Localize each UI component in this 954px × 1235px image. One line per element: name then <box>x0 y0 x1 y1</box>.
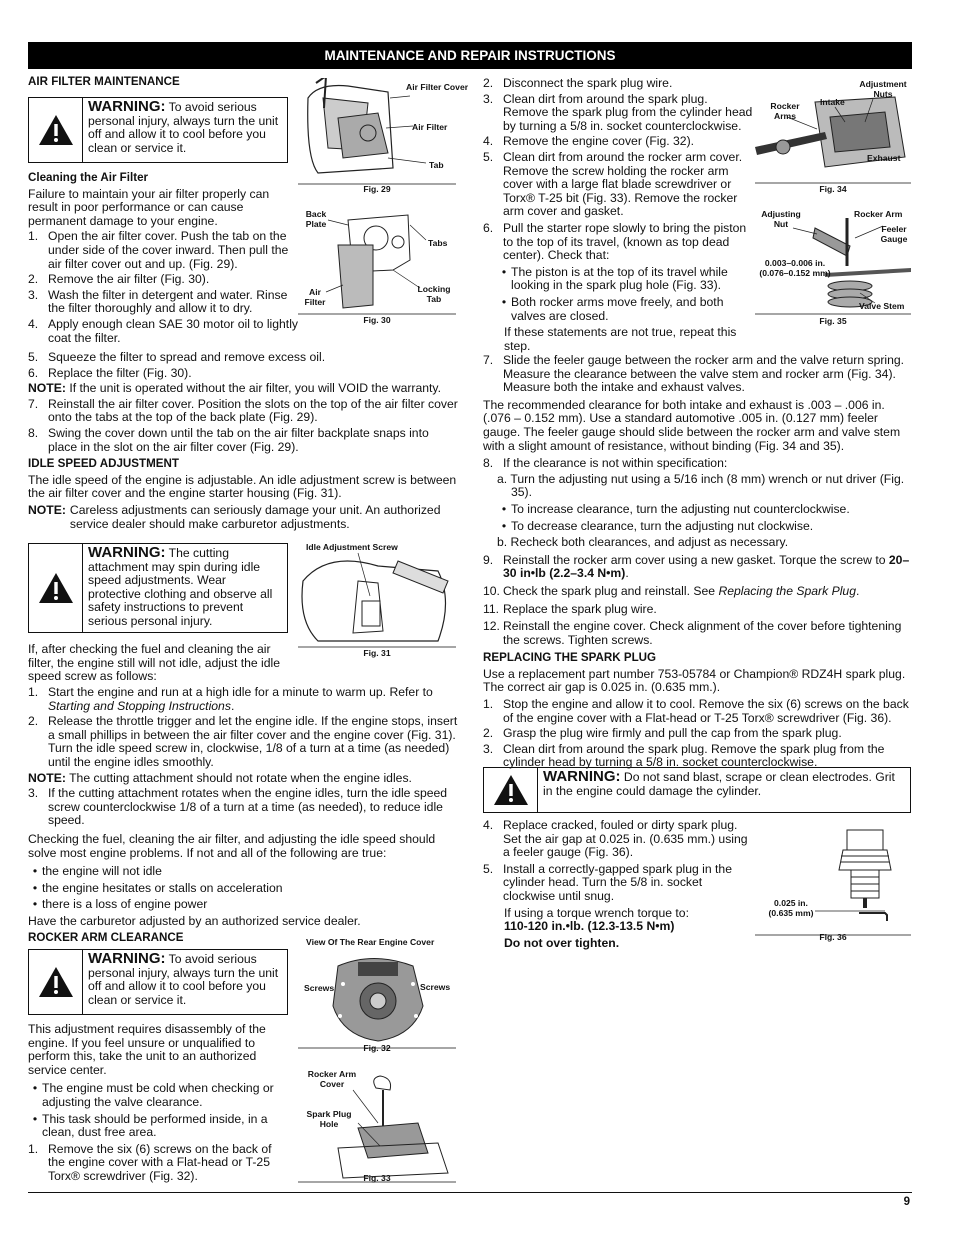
figure-caption: Fig. 32 <box>363 1043 391 1053</box>
note: NOTE: If the unit is operated without the air filter, you will VOID the warranty. <box>28 381 441 396</box>
list-item: 2. Grasp the plug wire firmly and pull the cap from the spark plug. <box>483 726 842 741</box>
note: NOTE: The cutting attachment should not rotate when the engine idles. <box>28 770 412 785</box>
list-item: 2. Disconnect the spark plug wire. <box>483 76 673 90</box>
list-item: 6. Pull the starter rope slowly to bring the piston to the top of its travel, (known as top dead center). Check that: <box>483 220 747 263</box>
idle-warning <box>28 543 288 633</box>
air-filter-body <box>28 171 298 347</box>
warning-label: WARNING: <box>88 98 166 115</box>
figure-caption: Fig. 35 <box>819 316 847 326</box>
spark-warning <box>483 767 911 813</box>
list-item: • This task should be performed inside, in a clean, dust free area. <box>32 1111 268 1140</box>
list-item: 6. Replace the filter (Fig. 30). <box>28 365 192 380</box>
figure-caption: Fig. 31 <box>363 648 391 658</box>
list-item: 5. Clean dirt from around the rocker arm cover. Remove the screw holding the rocker arm cover with a large flat blade screwdriver or Torx® T-25 bit (Fig. 33). Remove the rocker arm cover and gasket. <box>483 149 743 219</box>
list-item: 8. Swing the cover down until the tab on the air filter backplate snaps into place in the slot on the air filter cover (Fig. 29). <box>28 425 429 454</box>
rocker-steps-2 <box>483 352 911 772</box>
idle-screw-illustration <box>298 541 456 659</box>
list-item: 1. Start the engine and run at a high idle for a minute to warm up. Refer to Starting and Stopping Instructions. <box>28 685 433 713</box>
figure-35 <box>755 208 911 326</box>
figure-caption: Fig. 36 <box>819 932 847 942</box>
label-feeler-gauge: Feeler Gauge <box>880 224 908 244</box>
label-screws-right: Screws <box>420 982 451 992</box>
idle-p2: Checking the fuel, cleaning the air filter, and adjusting the idle speed should solve most engine problems. If not and all of the following are true: <box>28 831 436 860</box>
warning-text: To avoid serious personal injury, always turn the unit off and allow it to cool before you clean or service it. <box>88 100 279 155</box>
list-item: 9. Reinstall the rocker arm cover using a new gasket. Torque the screw to 20–30 in•lb (2.2–3.4 N•m). <box>483 552 910 581</box>
figure-caption: Fig. 34 <box>819 184 847 194</box>
list-item: 3. Clean dirt from around the spark plug. Remove the spark plug from the cylinder head by turning a 5/8 in. socket counterclockwise. <box>483 741 885 770</box>
idle-p3: Have the carburetor adjusted by an authorized service dealer. <box>28 913 361 928</box>
step-8a: a. Turn the adjusting nut using a 5/16 inch (8 mm) wrench or nut driver (Fig. 35). <box>497 471 905 500</box>
list-item: • The engine must be cold when checking or adjusting the valve clearance. <box>32 1081 274 1109</box>
list-item: • the engine hesitates or stalls on acceleration <box>32 880 283 895</box>
label-locking-tab: Locking Tab <box>417 284 451 304</box>
label-air-filter: Air Filter <box>304 287 326 307</box>
list-item: • To increase clearance, turn the adjusting nut counterclockwise. <box>501 501 850 516</box>
figure-31 <box>298 541 456 659</box>
list-item: • Both rocker arms move freely, and both valves are closed. <box>501 294 724 323</box>
spark-title: REPLACING THE SPARK PLUG <box>483 651 657 665</box>
warning-icon <box>29 98 83 162</box>
air-filter-title: AIR FILTER MAINTENANCE <box>28 75 180 88</box>
do-not-over-tighten: Do not over tighten. <box>504 935 620 950</box>
label-rocker-arms: Rocker Arms <box>770 101 800 121</box>
label-rocker-cover: Rocker Arm Cover <box>307 1069 357 1089</box>
idle-body-2 <box>28 684 458 944</box>
figure-33 <box>298 1068 456 1188</box>
warning-label: WARNING: <box>88 950 166 967</box>
warning-text: The cutting attachment may spin during idle speed adjustments. Wear protective clothing and observe all safety instructions to prevent serious personal injury. <box>88 546 273 628</box>
idle-body <box>28 643 293 684</box>
warning-icon <box>484 768 538 812</box>
list-item: 3. If the cutting attachment rotates when the engine idles, turn the idle speed screw counterclockwise 1/8 of a turn at a time (as needed), to reduce idle speed. <box>28 786 448 828</box>
list-item: 7. Reinstall the air filter cover. Position the slots on the top of the air filter cover onto the tabs at the top of the back plate (Fig. 29). <box>28 396 458 425</box>
spark-plug-gap-illustration <box>755 825 911 943</box>
list-item: 4. Apply enough clean SAE 30 motor oil to lightly coat the filter. <box>28 316 298 345</box>
list-item: 4. Remove the engine cover (Fig. 32). <box>483 134 695 149</box>
air-filter-cover-illustration <box>298 78 456 194</box>
list-item: 1. Open the air filter cover. Push the tab on the under side of the cover inward. Then pull the air filter cover out and up. (Fig. 29). <box>28 229 289 271</box>
list-item: • To decrease clearance, turn the adjusting nut clockwise. <box>501 518 814 533</box>
figure-29 <box>298 78 469 194</box>
warning-label: WARNING: <box>88 544 166 561</box>
label-valve-stem: Valve Stem <box>859 301 905 311</box>
list-item: 10. Check the spark plug and reinstall. See Replacing the Spark Plug. <box>483 583 860 598</box>
figure-caption: Fig. 29 <box>363 184 391 194</box>
list-item: 5. Install a correctly-gapped spark plug in the cylinder head. Turn the 5/8 in. socket clockwise until snug. <box>483 861 732 903</box>
list-item: 11. Replace the spark plug wire. <box>483 601 657 616</box>
label-intake: Intake <box>820 97 845 107</box>
figure-32 <box>298 936 456 1056</box>
list-item: 12. Reinstall the engine cover. Check alignment of the cover before tightening the screws. Tighten screws. <box>483 619 902 647</box>
list-item: 1. Stop the engine and allow it to cool. Remove the six (6) screws on the back of the engine cover with a Flat-head or T-25 Torx® screwdriver (Fig. 36). <box>483 697 909 725</box>
rocker-body <box>28 1023 283 1186</box>
cleaning-title: Cleaning the Air Filter <box>28 171 149 184</box>
torque-intro: If using a torque wrench torque to: <box>504 905 689 920</box>
list-item: 8. If the clearance is not within specification: <box>483 456 728 471</box>
label-tab: Tab <box>429 160 444 170</box>
label-tabs: Tabs <box>428 238 448 248</box>
recommended-clearance: The recommended clearance for both intake and exhaust is .003 – .006 in. (.076 – 0.152 mm). Use a standard automotive .005 in. (0.127 mm) feeler gauge. The feeler gauge should slide between the rocker arm and valve stem with a slight amount of resistance, without binding (Fig. 34 and 35). <box>483 397 901 453</box>
figure-caption: Fig. 33 <box>363 1173 391 1183</box>
air-filter-body-2 <box>28 349 458 533</box>
label-back-plate: Back Plate <box>305 209 327 229</box>
figure-caption: Fig. 30 <box>363 315 391 325</box>
label-air-filter-cover: Air Filter Cover <box>406 82 469 92</box>
warning-text: To avoid serious personal injury, always turn the unit off and allow it to cool before you clean or service it. <box>88 952 279 1007</box>
page-header: MAINTENANCE AND REPAIR INSTRUCTIONS <box>28 42 912 69</box>
footer-rule <box>28 1192 912 1193</box>
step-8b: b. Recheck both clearances, and adjust as necessary. <box>497 535 789 550</box>
rocker-warning <box>28 949 288 1015</box>
page-number: 9 <box>903 1196 910 1208</box>
list-item: 3. Wash the filter in detergent and water. Rinse the filter thoroughly and allow it to dry. <box>28 287 288 316</box>
list-item: • the engine will not idle <box>32 864 162 879</box>
rocker-title: ROCKER ARM CLEARANCE <box>28 930 184 944</box>
list-item: • The piston is at the top of its travel while looking in the spark plug hole (Fig. 33). <box>501 264 728 293</box>
air-filter-warning <box>28 97 288 163</box>
spark-intro: Use a replacement part number 753-05784 or Champion® RDZ4H spark plug. The correct air gap is 0.025 in. (0.635 mm.). <box>483 666 906 695</box>
figure-36 <box>755 825 911 943</box>
label-air-filter: Air Filter <box>412 122 448 132</box>
label-gap: 0.025 in. (0.635 mm) <box>768 898 814 918</box>
list-item: 2. Remove the air filter (Fig. 30). <box>28 272 210 287</box>
label-adjusting-nut: Adjusting Nut <box>761 209 801 229</box>
warning-icon <box>29 950 83 1014</box>
rear-engine-cover-illustration <box>298 936 456 1056</box>
rocker-steps <box>483 75 753 353</box>
list-item: 3. Clean dirt from around the spark plug. Remove the spark plug from the cylinder head by turning a 5/8 in. socket counterclockwise. <box>483 91 753 133</box>
label-rocker-arm: Rocker Arm <box>854 209 903 219</box>
idle-intro: The idle speed of the engine is adjustable. An idle adjustment screw is between the air filter cover and the engine starter housing (Fig. 31). <box>28 472 457 501</box>
air-filter-heading <box>28 75 298 89</box>
warning-label: WARNING: <box>543 768 621 785</box>
label-adjustment-nuts: Adjustment Nuts <box>859 79 907 99</box>
label-idle-screw: Idle Adjustment Screw <box>306 542 398 552</box>
rocker-p1: This adjustment requires disassembly of the engine. If you feel unsure or unqualified to perform this, take the unit to an authorized service center. <box>28 1022 266 1077</box>
spark-steps-2 <box>483 817 751 950</box>
list-item: 2. Release the throttle trigger and let the engine idle. If the engine stops, insert a small phillips in between the air filter cover and the engine cover (Fig. 31). Turn the idle speed screw in, clockwise, 1/8 of a turn at a time (as needed) until the engine idles smoothly. <box>28 714 458 769</box>
label-spark-plug-hole: Spark Plug Hole <box>306 1109 352 1129</box>
list-item: • there is a loss of engine power <box>32 897 208 912</box>
idle-note: NOTE: Careless adjustments can seriously damage your unit. An authorized service dealer should make carburetor adjustments. <box>28 502 441 531</box>
list-item: 7. Slide the feeler gauge between the rocker arm and the valve return spring. Measure the clearance between the valve stem and rocker arm (Fig. 34). Measure both the intake and exhaust valves. <box>483 353 905 395</box>
torque-value: 110-120 in.•lb. (12.3-13.5 N•m) <box>504 919 675 934</box>
figure-34 <box>755 77 911 197</box>
idle-p1: If, after checking the fuel and cleaning the air filter, the engine still will not idle, adjust the idle speed screw as follows: <box>28 642 281 684</box>
list-item: 4. Replace cracked, fouled or dirty spark plug. Set the air gap at 0.025 in. (0.635 mm.) using a feeler gauge (Fig. 36). <box>483 818 748 860</box>
list-item: 5. Squeeze the filter to spread and remove excess oil. <box>28 350 326 364</box>
warning-text: Do not sand blast, scrape or clean electrodes. Grit in the engine could damage the cylinder. <box>543 770 895 798</box>
figure-30 <box>298 200 456 325</box>
label-screws-left: Screws <box>304 983 335 993</box>
repeat-note: If these statements are not true, repeat this step. <box>504 325 737 353</box>
label-exhaust: Exhaust <box>867 153 901 163</box>
cleaning-intro: Failure to maintain your air filter properly can result in poor performance or can cause permanent damage to your engine. <box>28 186 270 228</box>
list-item: 1. Remove the six (6) screws on the back of the engine cover with a Flat-head or T-25 Torx® screwdriver (Fig. 32). <box>28 1141 272 1183</box>
idle-title: IDLE SPEED ADJUSTMENT <box>28 457 179 471</box>
label-view-title: View Of The Rear Engine Cover <box>306 937 435 947</box>
warning-icon <box>29 544 83 632</box>
label-clearance: 0.003–0.006 in. (0.076–0.152 mm) <box>759 258 831 278</box>
